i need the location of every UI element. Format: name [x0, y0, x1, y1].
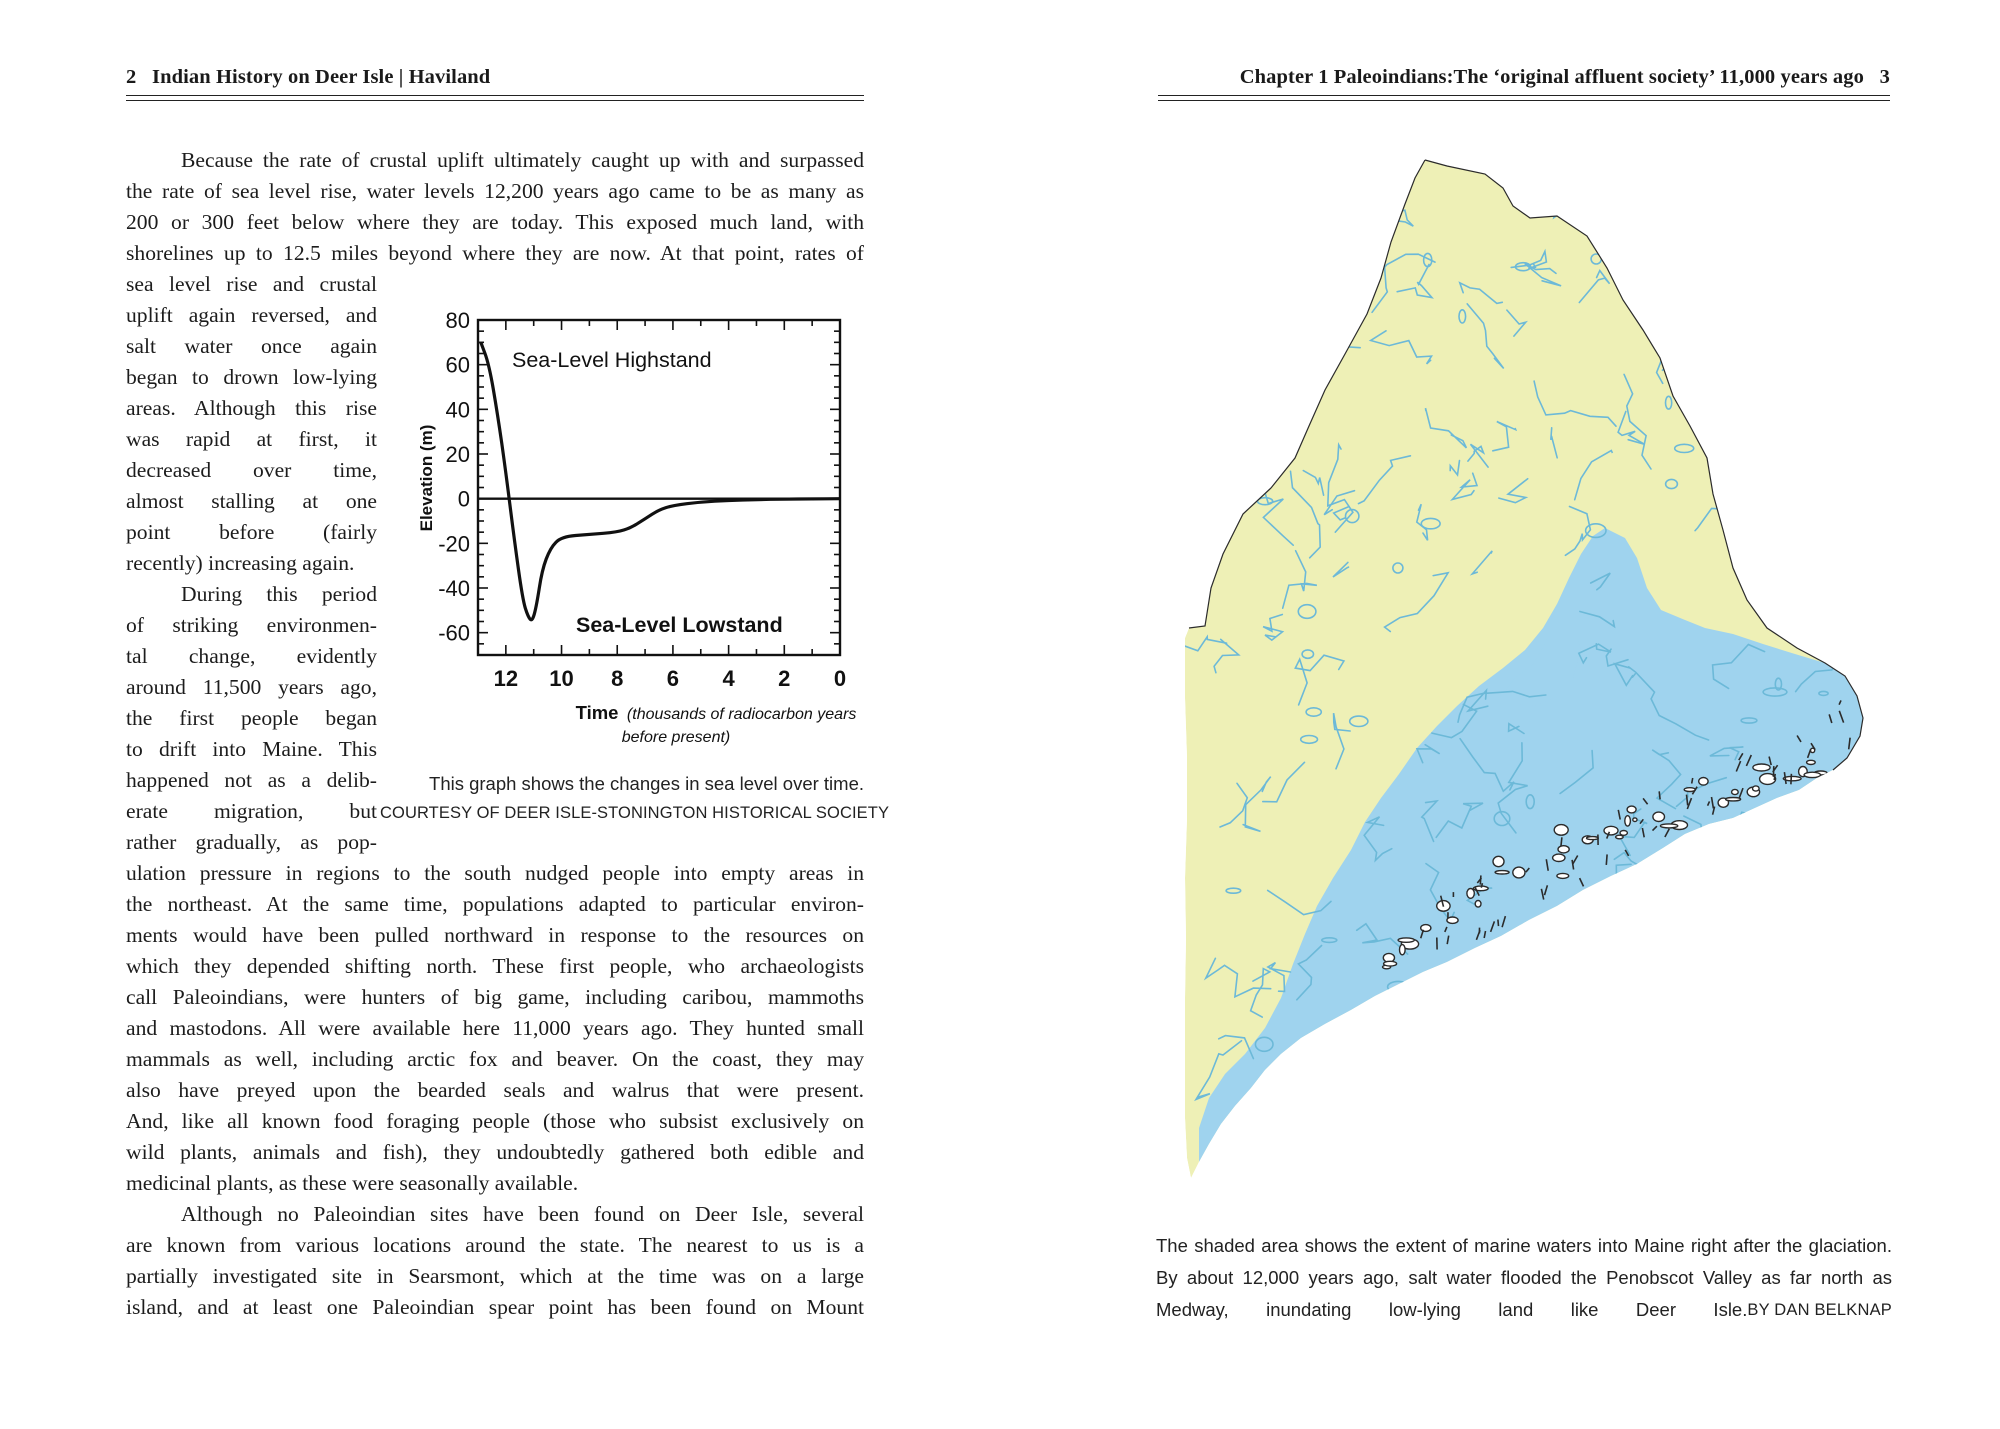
lake-outline — [1658, 969, 1668, 978]
river-line — [1585, 1074, 1601, 1098]
paragraph-sites — [126, 1199, 864, 1323]
river-line — [1778, 821, 1800, 864]
river-line — [1760, 581, 1792, 592]
lake-outline — [1449, 1035, 1460, 1049]
island — [1557, 873, 1569, 878]
coastline-fragment — [1481, 883, 1482, 888]
annotation-highstand: Sea-Level Highstand — [512, 348, 712, 372]
text-line: recently) increasing again. — [126, 551, 355, 575]
coastline-fragment — [1561, 837, 1562, 846]
river-line — [1293, 224, 1313, 257]
text-line: 200 or 300 feet below where they are today. This exposed much land, with — [126, 210, 864, 234]
river-line — [1278, 256, 1318, 283]
river-line — [1353, 231, 1387, 255]
x-axis-label-group — [576, 702, 857, 723]
coastline-fragment — [1606, 854, 1607, 865]
island — [1625, 816, 1631, 826]
text-line: are known from various locations around the state. The nearest to us is a — [126, 1233, 864, 1257]
text-line: around 11,500 years ago, — [126, 675, 377, 699]
text-line: And, like all known food foraging people (those who subsist exclusively on — [126, 1109, 864, 1133]
river-line — [1545, 956, 1562, 993]
text-line: ments would have been pulled northward in response to the resources on — [126, 923, 864, 947]
text-line: call Paleoindians, were hunters of big game, including caribou, mammoths — [126, 985, 864, 1009]
lake-outline — [1608, 239, 1617, 247]
paragraph-paleoindians — [126, 858, 864, 1199]
x-axis-label: Time — [575, 702, 619, 723]
running-title-left: Indian History on Deer Isle | Haviland — [152, 66, 491, 88]
coastline-fragment — [1659, 791, 1660, 799]
river-line — [1185, 374, 1210, 399]
text-line: the northeast. At the same time, populations adapted to particular environ- — [126, 892, 864, 916]
text-line: ulation pressure in regions to the south nudged people into empty areas in — [126, 861, 864, 885]
island — [1475, 901, 1481, 908]
river-line — [1244, 336, 1274, 344]
text-line: tal change, evidently — [126, 644, 377, 668]
chart-credit: COURTESY OF DEER ISLE-STONINGTON HISTORICAL SOCIETY — [380, 804, 890, 822]
river-line — [1468, 954, 1493, 1015]
island — [1660, 824, 1677, 828]
sea-level-series-line — [481, 342, 840, 619]
maine-marine-extent-map — [1185, 158, 1880, 1193]
river-line — [1639, 1097, 1681, 1141]
text-line: and mastodons. All were available here 11,000 years ago. They hunted small — [126, 1016, 864, 1040]
island — [1558, 846, 1569, 853]
river-line — [1762, 833, 1785, 871]
river-line — [1694, 1044, 1713, 1095]
island — [1398, 938, 1414, 942]
text-line: was rapid at first, it — [126, 427, 377, 451]
x-tick-label: 12 — [493, 666, 519, 691]
island — [1807, 760, 1816, 764]
text-line: sea level rise and crustal — [126, 272, 377, 296]
river-line — [1656, 1082, 1688, 1116]
lake-outline — [1700, 392, 1717, 402]
river-line — [1797, 1078, 1837, 1125]
text-line: uplift again reversed, and — [126, 303, 377, 327]
x-tick-label: 4 — [722, 666, 735, 691]
text-line: the rate of sea level rise, water levels 12,200 years ago came to be as many as — [126, 179, 864, 203]
annotation-lowstand: Sea-Level Lowstand — [576, 613, 783, 637]
y-tick-labels — [438, 308, 470, 646]
river-line — [1644, 964, 1652, 983]
river-line — [1790, 198, 1800, 223]
coastline-fragment — [1774, 774, 1775, 780]
x-axis-note: (thousands of radiocarbon years — [626, 706, 857, 723]
river-line — [1328, 1099, 1368, 1138]
running-title-right: Chapter 1 Paleoindians:The ‘original affluent society’ 11,000 years ago — [1239, 66, 1864, 88]
river-line — [1714, 315, 1733, 355]
river-line — [1622, 876, 1642, 910]
y-axis-label: Elevation (m) — [417, 424, 436, 532]
text-line: During this period — [181, 582, 377, 606]
river-line — [1314, 1124, 1335, 1132]
lake-outline — [1700, 836, 1712, 843]
coastline-fragment — [1692, 778, 1693, 784]
river-line — [1788, 1100, 1812, 1124]
river-line — [1767, 911, 1787, 949]
river-line — [1773, 946, 1806, 966]
island — [1699, 778, 1708, 786]
river-line — [1314, 251, 1337, 309]
river-line — [1283, 207, 1325, 254]
chart-caption — [380, 769, 890, 827]
river-line — [1394, 1137, 1424, 1177]
island — [1627, 806, 1636, 813]
island — [1633, 818, 1637, 822]
map-caption — [1156, 1230, 1892, 1326]
river-line — [1317, 1050, 1354, 1101]
lake-outline — [1525, 1110, 1537, 1122]
lake-outline — [1519, 923, 1536, 936]
river-line — [1739, 288, 1767, 321]
island — [1467, 889, 1474, 899]
river-line — [1724, 1011, 1761, 1083]
x-tick-label: 6 — [666, 666, 680, 691]
river-line — [1539, 929, 1559, 966]
text-line: Although no Paleoindian sites have been found on Deer Isle, several — [181, 1202, 864, 1226]
river-line — [1832, 193, 1857, 231]
river-line — [1787, 1046, 1825, 1079]
y-tick-label: -40 — [438, 576, 470, 601]
lake-outline — [1340, 310, 1348, 319]
x-tick-label: 2 — [778, 666, 791, 691]
text-line: point before (fairly — [126, 520, 377, 544]
text-line: decreased over time, — [126, 458, 377, 482]
island — [1804, 772, 1820, 777]
river-line — [1259, 1067, 1295, 1110]
lake-outline — [1794, 953, 1801, 964]
island — [1513, 867, 1525, 878]
map-credit: BY DAN BELKNAP — [1747, 1301, 1892, 1319]
header-rule — [1158, 95, 1890, 96]
river-line — [1455, 1139, 1504, 1171]
river-line — [1520, 1016, 1561, 1078]
river-line — [1704, 1074, 1722, 1100]
text-line: began to drown low-lying — [126, 365, 377, 389]
river-line — [1534, 998, 1553, 1062]
sea-level-chart — [400, 300, 870, 760]
y-tick-label: 40 — [445, 397, 470, 423]
text-line: shorelines up to 12.5 miles beyond where they are now. At that point, rates of — [126, 241, 864, 265]
text-line: happened not as a delib- — [126, 768, 377, 792]
river-line — [1694, 998, 1766, 1014]
river-line — [1568, 200, 1600, 209]
header-rule — [126, 95, 864, 96]
sea-level-chart-svg — [400, 300, 870, 760]
lake-outline — [1533, 926, 1551, 940]
text-line: mammals as well, including arctic fox and beaver. On the coast, they may — [126, 1047, 864, 1071]
river-line — [1239, 241, 1264, 249]
river-line — [1302, 357, 1323, 398]
text-line: almost stalling at one — [126, 489, 377, 513]
river-line — [1659, 1067, 1684, 1116]
river-line — [1273, 290, 1284, 312]
river-line — [1511, 975, 1555, 1038]
y-tick-label: 80 — [445, 308, 470, 333]
paragraph-crustal-uplift — [126, 145, 864, 269]
island — [1732, 789, 1739, 794]
x-tick-label: 8 — [611, 666, 624, 691]
river-line — [1462, 980, 1488, 1050]
river-line — [1714, 1104, 1743, 1138]
y-tick-label: 60 — [445, 352, 470, 378]
text-line: to drift into Maine. This — [126, 737, 377, 761]
text-line: Because the rate of crustal uplift ultimately caught up with and surpassed — [181, 148, 864, 172]
x-tick-label: 0 — [833, 666, 847, 691]
island — [1653, 812, 1665, 821]
lake-outline — [1711, 402, 1720, 414]
river-line — [1220, 377, 1242, 422]
text-line: partially investigated site in Searsmont, which at the time was on a large — [126, 1264, 864, 1288]
y-tick-label: -60 — [438, 620, 470, 646]
river-line — [1253, 1122, 1285, 1163]
coastline-fragment — [1791, 774, 1792, 785]
page-number-left: 2 — [126, 66, 137, 88]
page-number-right: 3 — [1879, 66, 1890, 88]
island — [1753, 764, 1770, 771]
lake-outline — [1758, 846, 1774, 856]
text-line: island, and at least one Paleoindian spear point has been found on Mount — [126, 1295, 864, 1319]
river-line — [1208, 435, 1238, 458]
text-line: rather gradually, as pop- — [126, 830, 377, 854]
river-line — [1545, 1086, 1573, 1138]
island — [1753, 786, 1760, 791]
river-line — [1300, 1073, 1310, 1096]
text-line: erate migration, but — [126, 799, 377, 823]
river-line — [1792, 1107, 1803, 1125]
island — [1495, 871, 1509, 874]
river-line — [1660, 895, 1699, 972]
river-line — [1762, 1026, 1794, 1080]
header-rule — [126, 100, 864, 101]
island — [1553, 854, 1565, 861]
island — [1604, 826, 1618, 835]
river-line — [1593, 911, 1653, 940]
island — [1384, 961, 1397, 966]
text-line: wild plants, animals and fish), they undoubtedly gathered both edible and — [126, 1140, 864, 1164]
river-line — [1775, 415, 1804, 478]
river-line — [1697, 1138, 1709, 1145]
y-tick-label: 0 — [457, 486, 470, 512]
map-svg — [1185, 158, 1880, 1193]
river-line — [1327, 195, 1377, 259]
island — [1493, 856, 1504, 866]
running-head-left — [126, 66, 864, 102]
river-line — [1218, 209, 1249, 226]
island — [1620, 831, 1627, 836]
running-head-right — [1158, 66, 1890, 102]
river-line — [1547, 1025, 1567, 1065]
text-line: also have preyed upon the bearded seals and walrus that were present. — [126, 1078, 864, 1102]
y-tick-label: 20 — [445, 442, 470, 467]
river-line — [1338, 1045, 1355, 1060]
text-line: which they depended shifting north. These first people, who archaeologists — [126, 954, 864, 978]
river-line — [1837, 477, 1854, 526]
map-caption-line: Medway, inundating low-lying land like Deer Isle. — [1156, 1299, 1748, 1320]
island — [1587, 837, 1599, 840]
island — [1400, 945, 1406, 955]
river-line — [1644, 1077, 1669, 1144]
lake-outline — [1550, 927, 1569, 938]
x-tick-labels — [494, 666, 847, 691]
chart-caption-text: This graph shows the changes in sea level over time. — [429, 773, 864, 794]
text-line: salt water once again — [126, 334, 377, 358]
x-tick-label: 10 — [549, 666, 574, 691]
plot-lines — [481, 342, 840, 619]
coastline-fragment — [1498, 920, 1499, 927]
text-line: the first people began — [126, 706, 377, 730]
river-line — [1249, 343, 1321, 390]
x-axis-note-line2: before present) — [621, 729, 731, 746]
text-line: areas. Although this rise — [126, 396, 377, 420]
river-line — [1306, 220, 1342, 259]
text-line: of striking environmen- — [126, 613, 377, 637]
text-line: medicinal plants, as these were seasonally available. — [126, 1171, 579, 1195]
header-rule — [1158, 100, 1890, 101]
map-caption-line: By about 12,000 years ago, salt water flooded the Penobscot Valley as far north as — [1156, 1267, 1892, 1288]
island — [1554, 825, 1568, 836]
map-caption-line: The shaded area shows the extent of marine waters into Maine right after the glaciation. — [1156, 1235, 1892, 1256]
island — [1421, 925, 1431, 932]
y-tick-label: -20 — [438, 531, 470, 557]
river-line — [1794, 349, 1818, 382]
paragraph-wrapped-column — [126, 269, 377, 858]
island — [1726, 798, 1741, 801]
